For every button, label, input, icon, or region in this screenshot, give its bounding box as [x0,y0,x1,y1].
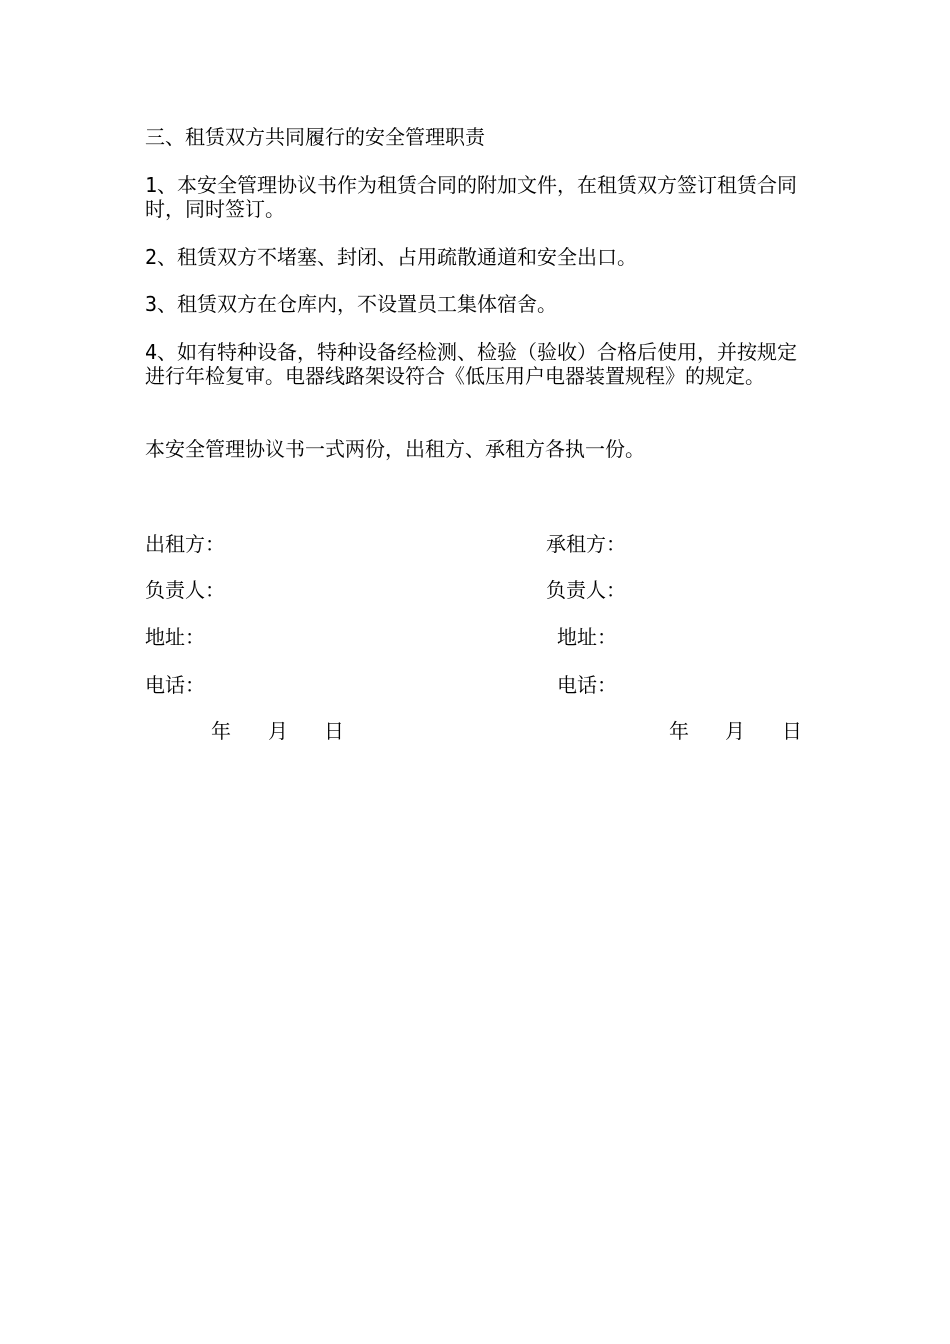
clause-2: 2、租赁双方不堵塞、封闭、占用疏散通道和安全出口。 [145,245,638,269]
clause-3: 3、租赁双方在仓库内，不设置员工集体宿舍。 [145,292,558,316]
lessor-date-year: 年 [211,719,231,743]
lessee-date-month: 月 [725,719,745,743]
lessee-date-day: 日 [782,719,802,743]
lessor-person-label: 负责人： [145,578,225,602]
lessee-person-label: 负责人： [546,578,626,602]
clause-4: 4、如有特种设备，特种设备经检测、检验（验收）合格后使用，并按规定进行年检复审。电器线路架设符合《低压用户电器装置规程》的规定。 [145,340,798,388]
lessor-date-month: 月 [268,719,288,743]
section-heading: 三、租赁双方共同履行的安全管理职责 [145,125,485,149]
lessee-phone-label: 电话： [557,673,617,697]
clause-1: 1、本安全管理协议书作为租赁合同的附加文件，在租赁双方签订租赁合同时，同时签订。 [145,173,798,221]
lessee-address-label: 地址： [557,625,617,649]
lessee-party-label: 承租方： [546,532,626,556]
lessor-date-day: 日 [324,719,344,743]
closing-statement: 本安全管理协议书一式两份，出租方、承租方各执一份。 [145,437,645,461]
lessor-address-label: 地址： [145,625,205,649]
lessee-date-year: 年 [669,719,689,743]
lessor-phone-label: 电话： [145,673,205,697]
lessor-party-label: 出租方： [145,532,225,556]
